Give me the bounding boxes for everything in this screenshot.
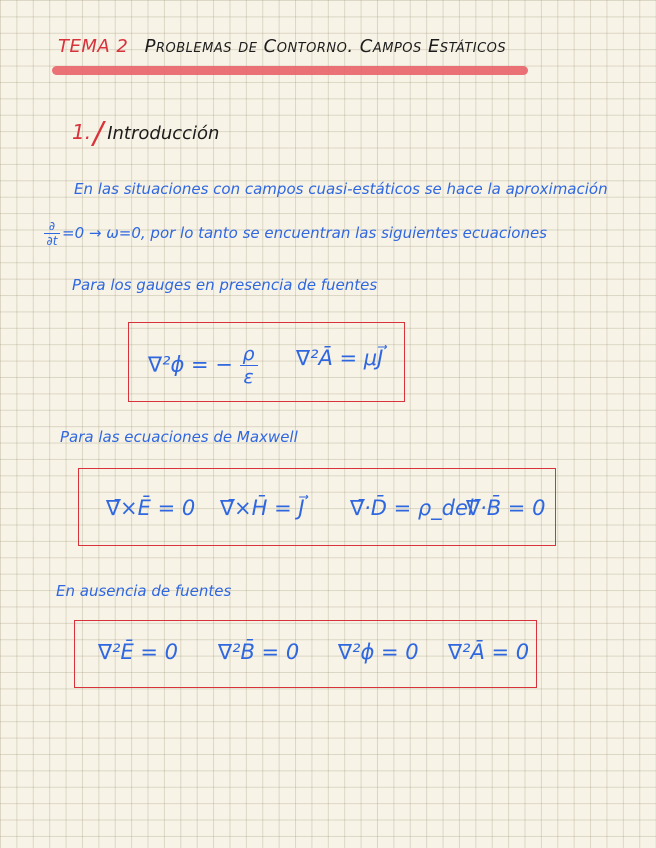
maxwell-curl-e: ∇̄×Ē = 0 <box>106 496 196 520</box>
paragraph-approximation <box>44 220 547 247</box>
poisson-vector-equation: ∇²Ā = μJ⃗ <box>296 346 384 370</box>
paragraph-quasistatic: En las situaciones con campos cuasi-estáticos se hace la aproximación <box>74 180 608 198</box>
page-title <box>58 36 506 57</box>
topic-title: Problemas de Contorno. Campos Estáticos <box>144 36 507 57</box>
maxwell-div-d: ∇̄·D̄ = ρ_del <box>350 496 474 520</box>
topic-number: TEMA 2 <box>58 36 129 57</box>
epsilon-denominator: ε <box>243 366 254 388</box>
poisson-scalar-lhs: ∇²ϕ = − <box>148 352 233 377</box>
fraction-denominator: ∂t <box>46 234 58 248</box>
maxwell-curl-h: ∇̄×H̄ = J⃗ <box>220 496 305 520</box>
paragraph-maxwell: Para las ecuaciones de Maxwell <box>60 428 298 446</box>
section-heading <box>72 116 219 151</box>
section-slash-mark: / <box>93 116 104 151</box>
laplace-b: ∇²B̄ = 0 <box>218 640 300 664</box>
section-title: Introducción <box>107 123 220 144</box>
section-number: 1. <box>72 120 92 144</box>
maxwell-div-b: ∇̄·B̄ = 0 <box>466 496 546 520</box>
rho-numerator: ρ <box>242 343 255 365</box>
title-highlight-underline <box>52 66 528 75</box>
fraction-numerator: ∂ <box>48 219 56 233</box>
rho-over-epsilon <box>240 344 258 387</box>
partial-derivative-fraction <box>44 220 60 247</box>
laplace-e: ∇²Ē = 0 <box>98 640 179 664</box>
paragraph-gauges: Para los gauges en presencia de fuentes <box>72 276 378 294</box>
paragraph-no-sources: En ausencia de fuentes <box>56 582 232 600</box>
poisson-scalar-equation <box>148 344 258 387</box>
laplace-a: ∇²Ā = 0 <box>448 640 530 664</box>
laplace-phi: ∇²ϕ = 0 <box>338 640 419 664</box>
paragraph-approximation-text: =0 → ω=0, por lo tanto se encuentran las siguientes ecuaciones <box>62 224 547 242</box>
